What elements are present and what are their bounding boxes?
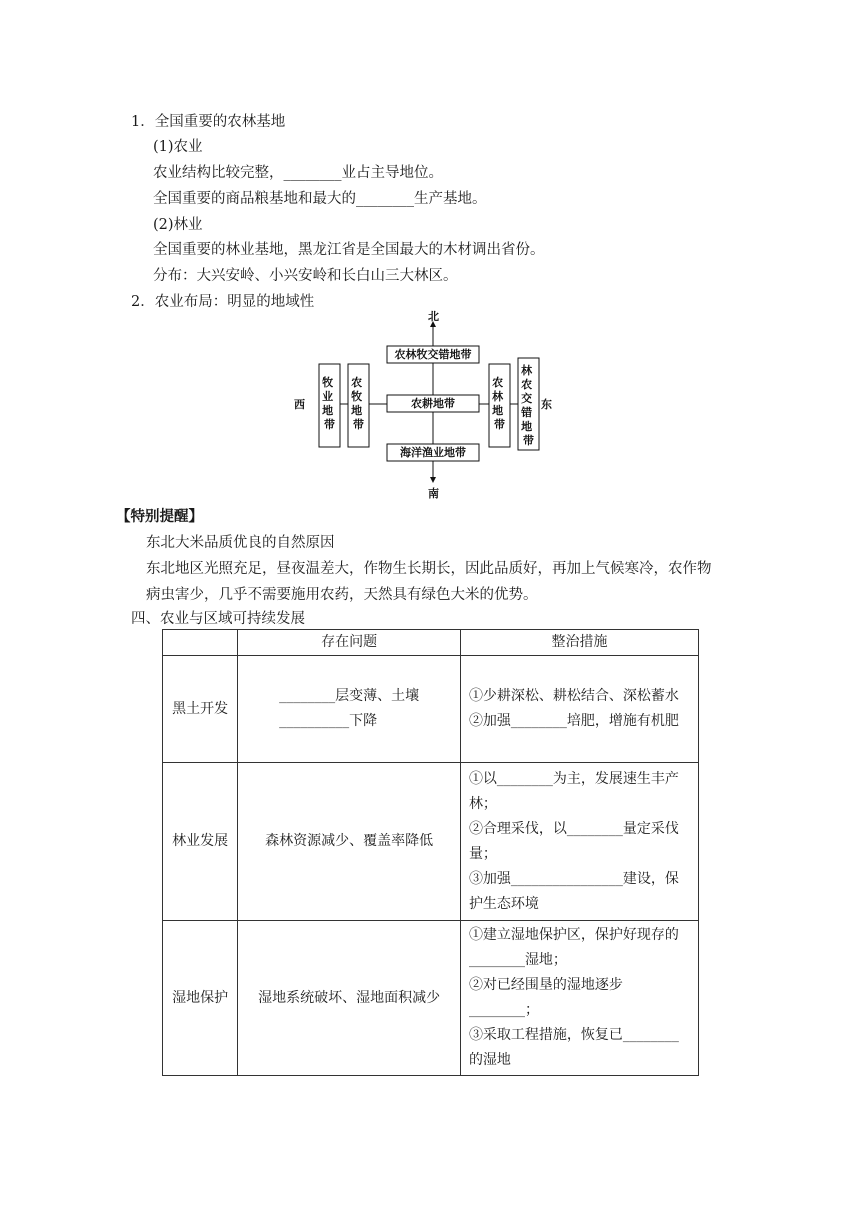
table-header-problem: 存在问题 <box>238 630 461 656</box>
table-header-empty <box>163 630 238 656</box>
problem-line: ________层变薄、土壤 <box>279 688 420 704</box>
measure-item: ③采取工程措施，恢复已________的湿地 <box>468 1027 679 1068</box>
row-name: 黑土开发 <box>163 656 238 763</box>
measure-item: ②加强________培肥，增施有机肥 <box>468 713 679 729</box>
table-row <box>163 921 699 1076</box>
section4-title: 四、农业与区域可持续发展 <box>131 611 305 627</box>
east-inner-label: 农 林 地 带 <box>492 376 505 431</box>
west-label: 西 <box>294 398 305 411</box>
agri-zone-diagram <box>280 306 580 502</box>
west-outer-label: 牧 业 地 带 <box>322 376 335 431</box>
measure-item: ②对已经围垦的湿地逐步________； <box>468 977 623 1018</box>
top-box-label: 农林牧交错地带 <box>394 348 472 361</box>
forest-heading: (2)林业 <box>153 217 203 233</box>
table-header-row <box>163 630 699 656</box>
measures-table <box>162 629 699 1076</box>
east-outer-label: 林 农 交 错 地 带 <box>521 364 534 447</box>
row-problem <box>238 656 461 763</box>
agri-heading: (1)农业 <box>153 139 203 155</box>
row-measures <box>460 656 698 763</box>
reminder-heading: 【特别提醒】 <box>116 509 203 525</box>
east-label: 东 <box>541 398 552 411</box>
measure-item: ①少耕深松、耕松结合、深松蓄水 <box>468 688 679 704</box>
measure-item: ③加强________________建设，保护生态环境 <box>468 870 679 912</box>
south-label: 南 <box>428 487 439 500</box>
section1-title: 1．全国重要的农林基地 <box>131 114 286 130</box>
reminder-subtitle: 东北大米品质优良的自然原因 <box>146 535 335 551</box>
measure-item: ①建立湿地保护区，保护好现存的________湿地； <box>468 927 679 968</box>
reminder-body-2: 病虫害少，几乎不需要施用农药，天然具有绿色大米的优势。 <box>146 587 538 603</box>
problem-line: __________下降 <box>279 713 378 729</box>
west-inner-label: 农 牧 地 带 <box>351 376 364 431</box>
row-name: 林业发展 <box>163 763 238 921</box>
agri-line-2: 全国重要的商品粮基地和最大的________生产基地。 <box>153 191 487 207</box>
row-name: 湿地保护 <box>163 921 238 1076</box>
bottom-box-label: 海洋渔业地带 <box>400 446 466 459</box>
measure-item: ①以________为主，发展速生丰产林； <box>468 770 679 812</box>
measure-item: ②合理采伐，以________量定采伐量； <box>468 820 679 862</box>
table-header-measures: 整治措施 <box>460 630 698 656</box>
table-row <box>163 656 699 763</box>
center-box-label: 农耕地带 <box>411 397 455 410</box>
table-row <box>163 763 699 921</box>
row-measures <box>460 763 698 921</box>
forest-line-1: 全国重要的林业基地，黑龙江省是全国最大的木材调出省份。 <box>153 242 545 258</box>
agri-line-1: 农业结构比较完整，________业占主导地位。 <box>153 165 443 181</box>
row-measures <box>460 921 698 1076</box>
forest-line-2: 分布：大兴安岭、小兴安岭和长白山三大林区。 <box>153 268 458 284</box>
row-problem: 森林资源减少、覆盖率降低 <box>238 763 461 921</box>
reminder-body-1: 东北地区光照充足，昼夜温差大，作物生长期长，因此品质好，再加上气候寒冷，农作物 <box>146 561 712 577</box>
north-label: 北 <box>428 310 439 323</box>
section2-title: 2．农业布局：明显的地域性 <box>131 294 315 310</box>
row-problem: 湿地系统破坏、湿地面积减少 <box>238 921 461 1076</box>
